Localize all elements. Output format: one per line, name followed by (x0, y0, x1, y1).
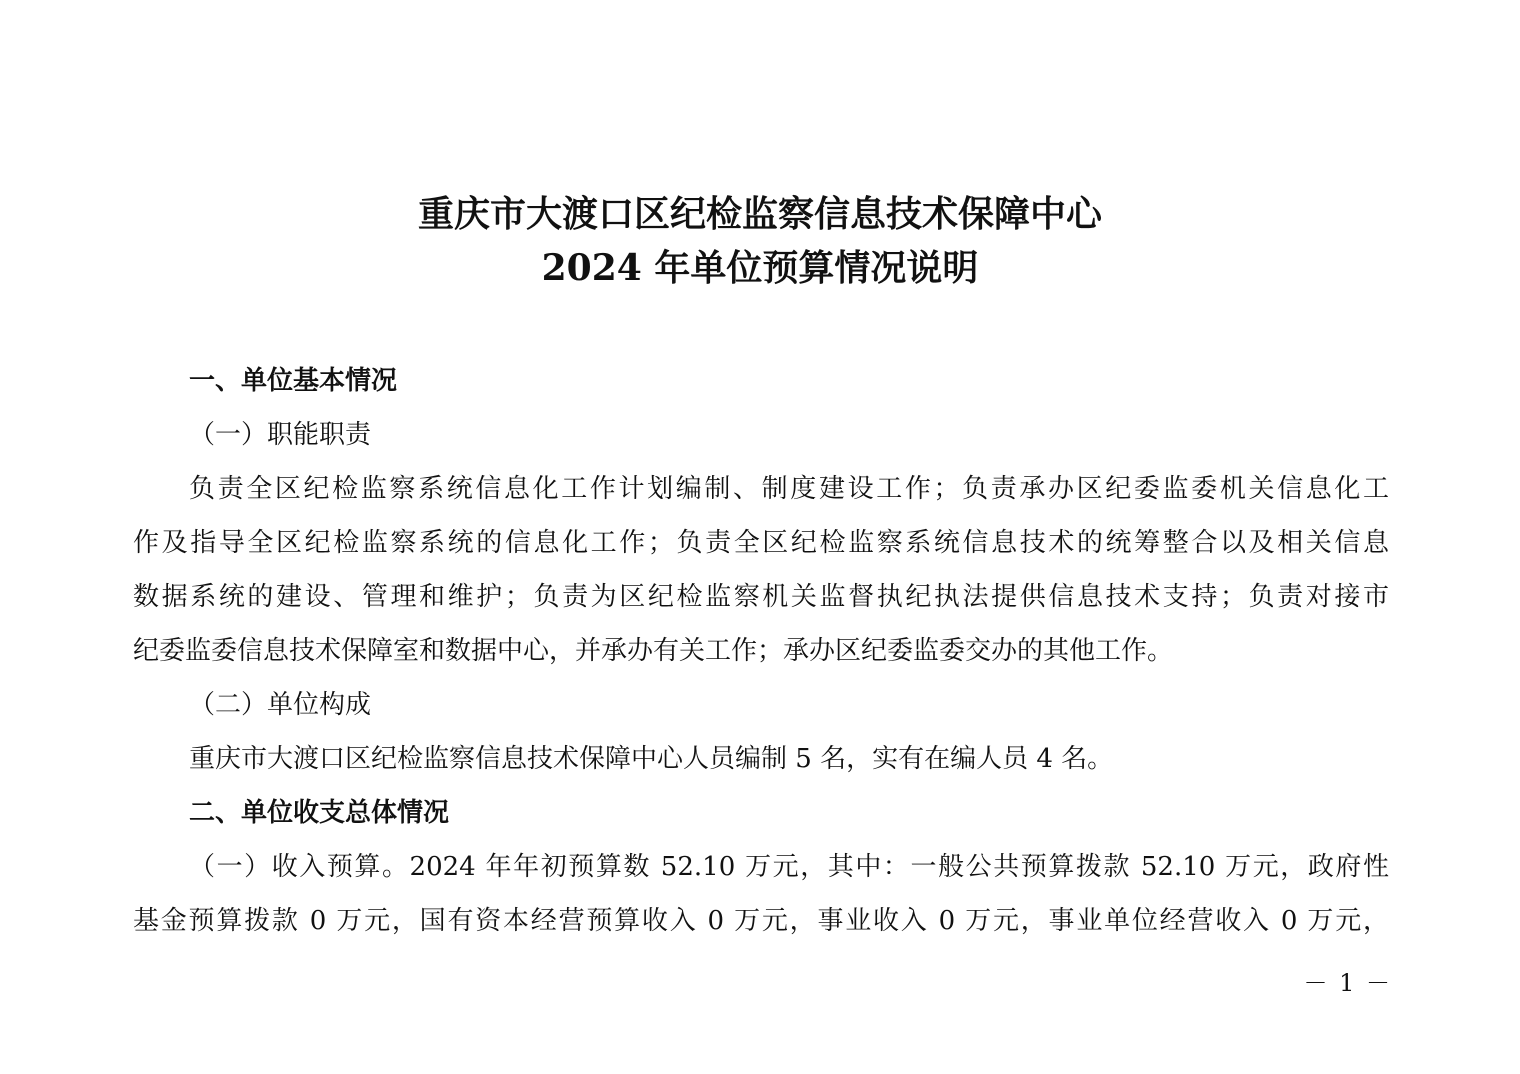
paragraph-line: 基金预算拨款 0 万元，国有资本经营预算收入 0 万元，事业收入 0 万元，事业单位经营收入 0 万元， (133, 906, 1389, 936)
section-heading-overall-budget: 二、单位收支总体情况 (189, 798, 450, 828)
paragraph-line: 负责全区纪检监察系统信息化工作计划编制、制度建设工作；负责承办区纪委监委机关信息化工 (189, 474, 1389, 504)
document-body (133, 354, 1389, 948)
paragraph-line: 纪委监委信息技术保障室和数据中心，并承办有关工作；承办区纪委监委交办的其他工作。 (133, 636, 1174, 666)
page-number: － 1 － (1303, 969, 1392, 997)
subheading-composition: （二）单位构成 (189, 690, 372, 720)
paragraph-line: （一）收入预算。2024 年年初预算数 52.10 万元，其中：一般公共预算拨款 52.10 万元，政府性 (189, 852, 1389, 882)
paragraph-line: 数据系统的建设、管理和维护；负责为区纪检监察机关监督执纪执法提供信息技术支持；负责对接市 (133, 582, 1389, 612)
paragraph-line: 作及指导全区纪检监察系统的信息化工作；负责全区纪检监察系统信息技术的统筹整合以及相关信息 (133, 528, 1389, 558)
subheading-functions: （一）职能职责 (189, 420, 372, 450)
paragraph-line: 重庆市大渡口区纪检监察信息技术保障中心人员编制 5 名，实有在编人员 4 名。 (189, 744, 1114, 774)
document-title-line-2: 2024 年单位预算情况说明 (541, 247, 979, 289)
document-title-line-1: 重庆市大渡口区纪检监察信息技术保障中心 (417, 193, 1102, 235)
section-heading-basic-info: 一、单位基本情况 (189, 366, 398, 396)
